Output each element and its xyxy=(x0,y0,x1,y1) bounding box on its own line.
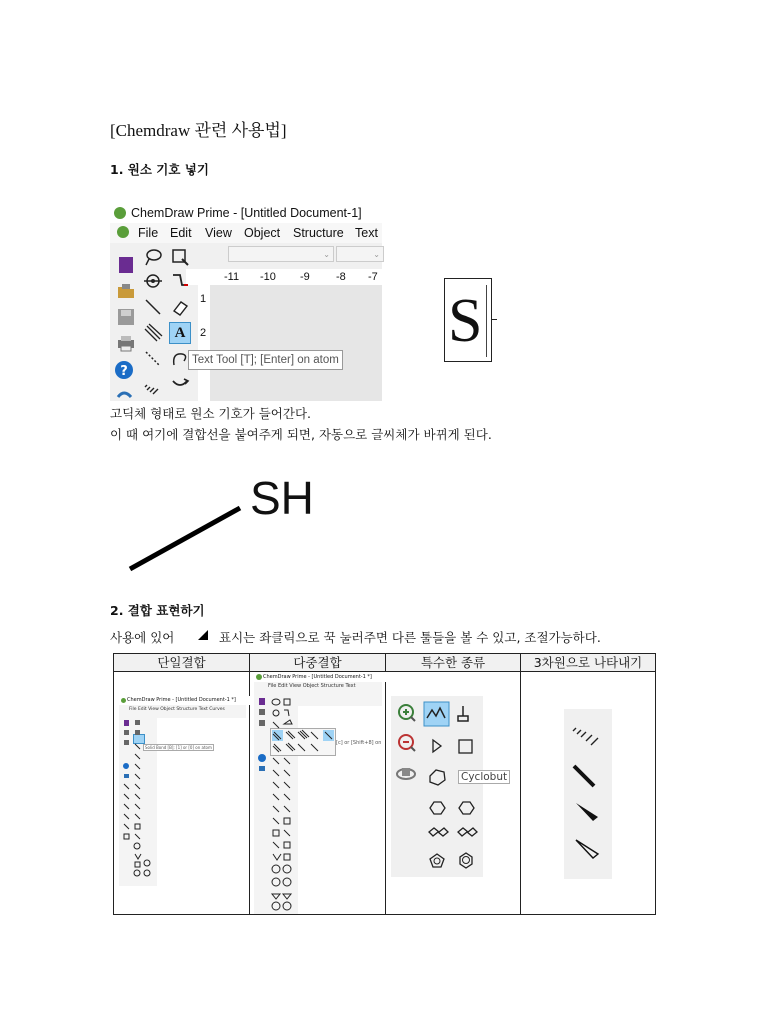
menu-edit[interactable]: Edit xyxy=(170,226,192,240)
mini-window-title: ChemDraw Prime - [Untitled Document-1 *] xyxy=(119,696,254,705)
size-combo[interactable]: ⌄ xyxy=(336,246,384,262)
chain-tool-icon[interactable] xyxy=(170,271,190,291)
bond-types-table xyxy=(113,653,656,915)
hashed-bond-icon[interactable] xyxy=(143,375,163,395)
header-multiple-bond: 다중결합 xyxy=(250,654,385,672)
pen-tool-icon[interactable] xyxy=(170,349,190,369)
text-tool-button[interactable]: A xyxy=(169,322,191,344)
single-bond-screenshot xyxy=(119,696,246,886)
hashed-wedge-icon xyxy=(573,728,598,745)
atom-label-box xyxy=(444,278,492,362)
help-icon[interactable] xyxy=(114,360,134,380)
vertical-ruler xyxy=(198,285,210,401)
bold-bond-icon xyxy=(574,766,594,786)
mini-window-title: ChemDraw Prime - [Untitled Document-1 *] xyxy=(254,672,391,682)
special-tools-palette xyxy=(391,696,508,877)
save-icon[interactable] xyxy=(116,307,136,327)
solid-bond-icon[interactable] xyxy=(143,297,163,317)
header-3d: 3차원으로 나타내기 xyxy=(521,654,655,672)
menu-file[interactable]: File xyxy=(138,226,159,240)
open-folder-icon[interactable] xyxy=(116,281,136,301)
stamp-icon xyxy=(458,706,468,721)
wedge-bond-icon xyxy=(197,629,209,641)
section-1-heading: 1. 원소 기호 넣기 xyxy=(110,162,209,177)
tooltip: Text Tool [T]; [Enter] on atom xyxy=(188,350,343,370)
chemdraw-logo-icon xyxy=(256,674,262,680)
wedge-bond-icon xyxy=(576,803,598,821)
drawing-canvas[interactable] xyxy=(210,285,382,401)
menu-text[interactable]: Text xyxy=(355,226,378,240)
menu-object[interactable]: Object xyxy=(244,226,281,240)
hollow-wedge-icon xyxy=(576,840,598,858)
document-title: [Chemdraw 관련 사용법] xyxy=(110,121,287,140)
font-combo[interactable]: ⌄ xyxy=(228,246,334,262)
column-divider xyxy=(249,654,250,914)
bond-stub xyxy=(492,319,497,320)
purple-doc-icon[interactable] xyxy=(116,255,136,275)
paragraph-3-suffix: 표시는 좌클릭으로 꾹 눌러주면 다른 툴들을 볼 수 있고, 조절가능하다. xyxy=(219,630,601,645)
chemdraw-logo-icon xyxy=(114,207,126,219)
window-title: ChemDraw Prime - [Untitled Document-1] xyxy=(131,206,362,220)
bond-line xyxy=(130,508,240,569)
chemdraw-logo-icon xyxy=(121,698,126,703)
atom-symbol: S xyxy=(448,287,483,355)
header-special-type: 특수한 종류 xyxy=(386,654,520,672)
dashed-bond-icon[interactable] xyxy=(143,349,163,369)
app-menu-icon[interactable] xyxy=(117,226,129,238)
orbital-icon[interactable] xyxy=(143,271,163,291)
mini-toolbar xyxy=(121,718,155,878)
ruler-label: 1 xyxy=(200,293,207,305)
column-divider xyxy=(520,654,521,914)
rotate-3d-icon xyxy=(397,768,415,779)
ruler-label: -8 xyxy=(336,271,346,283)
horizontal-ruler xyxy=(186,269,382,285)
svg-text:?: ? xyxy=(120,364,128,379)
ruler-label: -7 xyxy=(368,271,378,283)
paragraph-2: 이 때 여기에 결합선을 붙여주게 되면, 자동으로 글씨체가 바뀌게 된다. xyxy=(110,427,492,442)
mini-tooltip: Solid Bond [B]; [1] or [0] on atom xyxy=(145,745,212,750)
menu-view[interactable]: View xyxy=(205,226,232,240)
marquee-select-icon[interactable] xyxy=(170,247,190,267)
mini-tooltip: [c] or [Shift+8] on xyxy=(336,740,382,746)
cyclobutane-tooltip: Cyclobut xyxy=(458,770,510,784)
lasso-icon[interactable] xyxy=(143,247,163,267)
section-2-heading: 2. 결합 표현하기 xyxy=(110,603,205,618)
print-icon[interactable] xyxy=(116,333,136,353)
header-single-bond: 단일결합 xyxy=(114,654,249,672)
zoom-out-icon xyxy=(399,735,415,751)
ruler-label: -11 xyxy=(224,271,240,283)
multiple-bond-icon[interactable] xyxy=(143,323,163,343)
mini-toolbar xyxy=(256,696,296,912)
menu-bar xyxy=(110,223,382,243)
paragraph-3-prefix: 사용에 있어 xyxy=(110,630,175,645)
3d-bond-tools xyxy=(564,709,612,879)
paragraph-1: 고딕체 형태로 원소 기호가 들어간다. xyxy=(110,406,311,421)
window-titlebar xyxy=(110,203,382,223)
zoom-in-icon xyxy=(399,705,415,721)
arrow-tool-icon[interactable] xyxy=(170,375,190,395)
text-cursor xyxy=(486,285,487,357)
chemdraw-screenshot xyxy=(110,203,382,401)
thiol-label: SH xyxy=(250,472,314,524)
ruler-label: 2 xyxy=(200,327,207,339)
ruler-label: -9 xyxy=(300,271,310,283)
mini-menu: File Edit View Object Structure Text xyxy=(268,683,356,689)
mini-menu: File Edit View Object Structure Text Curves xyxy=(129,707,225,712)
menu-structure[interactable]: Structure xyxy=(293,226,344,240)
multiple-bond-screenshot xyxy=(254,672,382,914)
column-divider xyxy=(385,654,386,914)
ruler-label: -10 xyxy=(260,271,276,283)
eraser-icon[interactable] xyxy=(170,297,190,317)
